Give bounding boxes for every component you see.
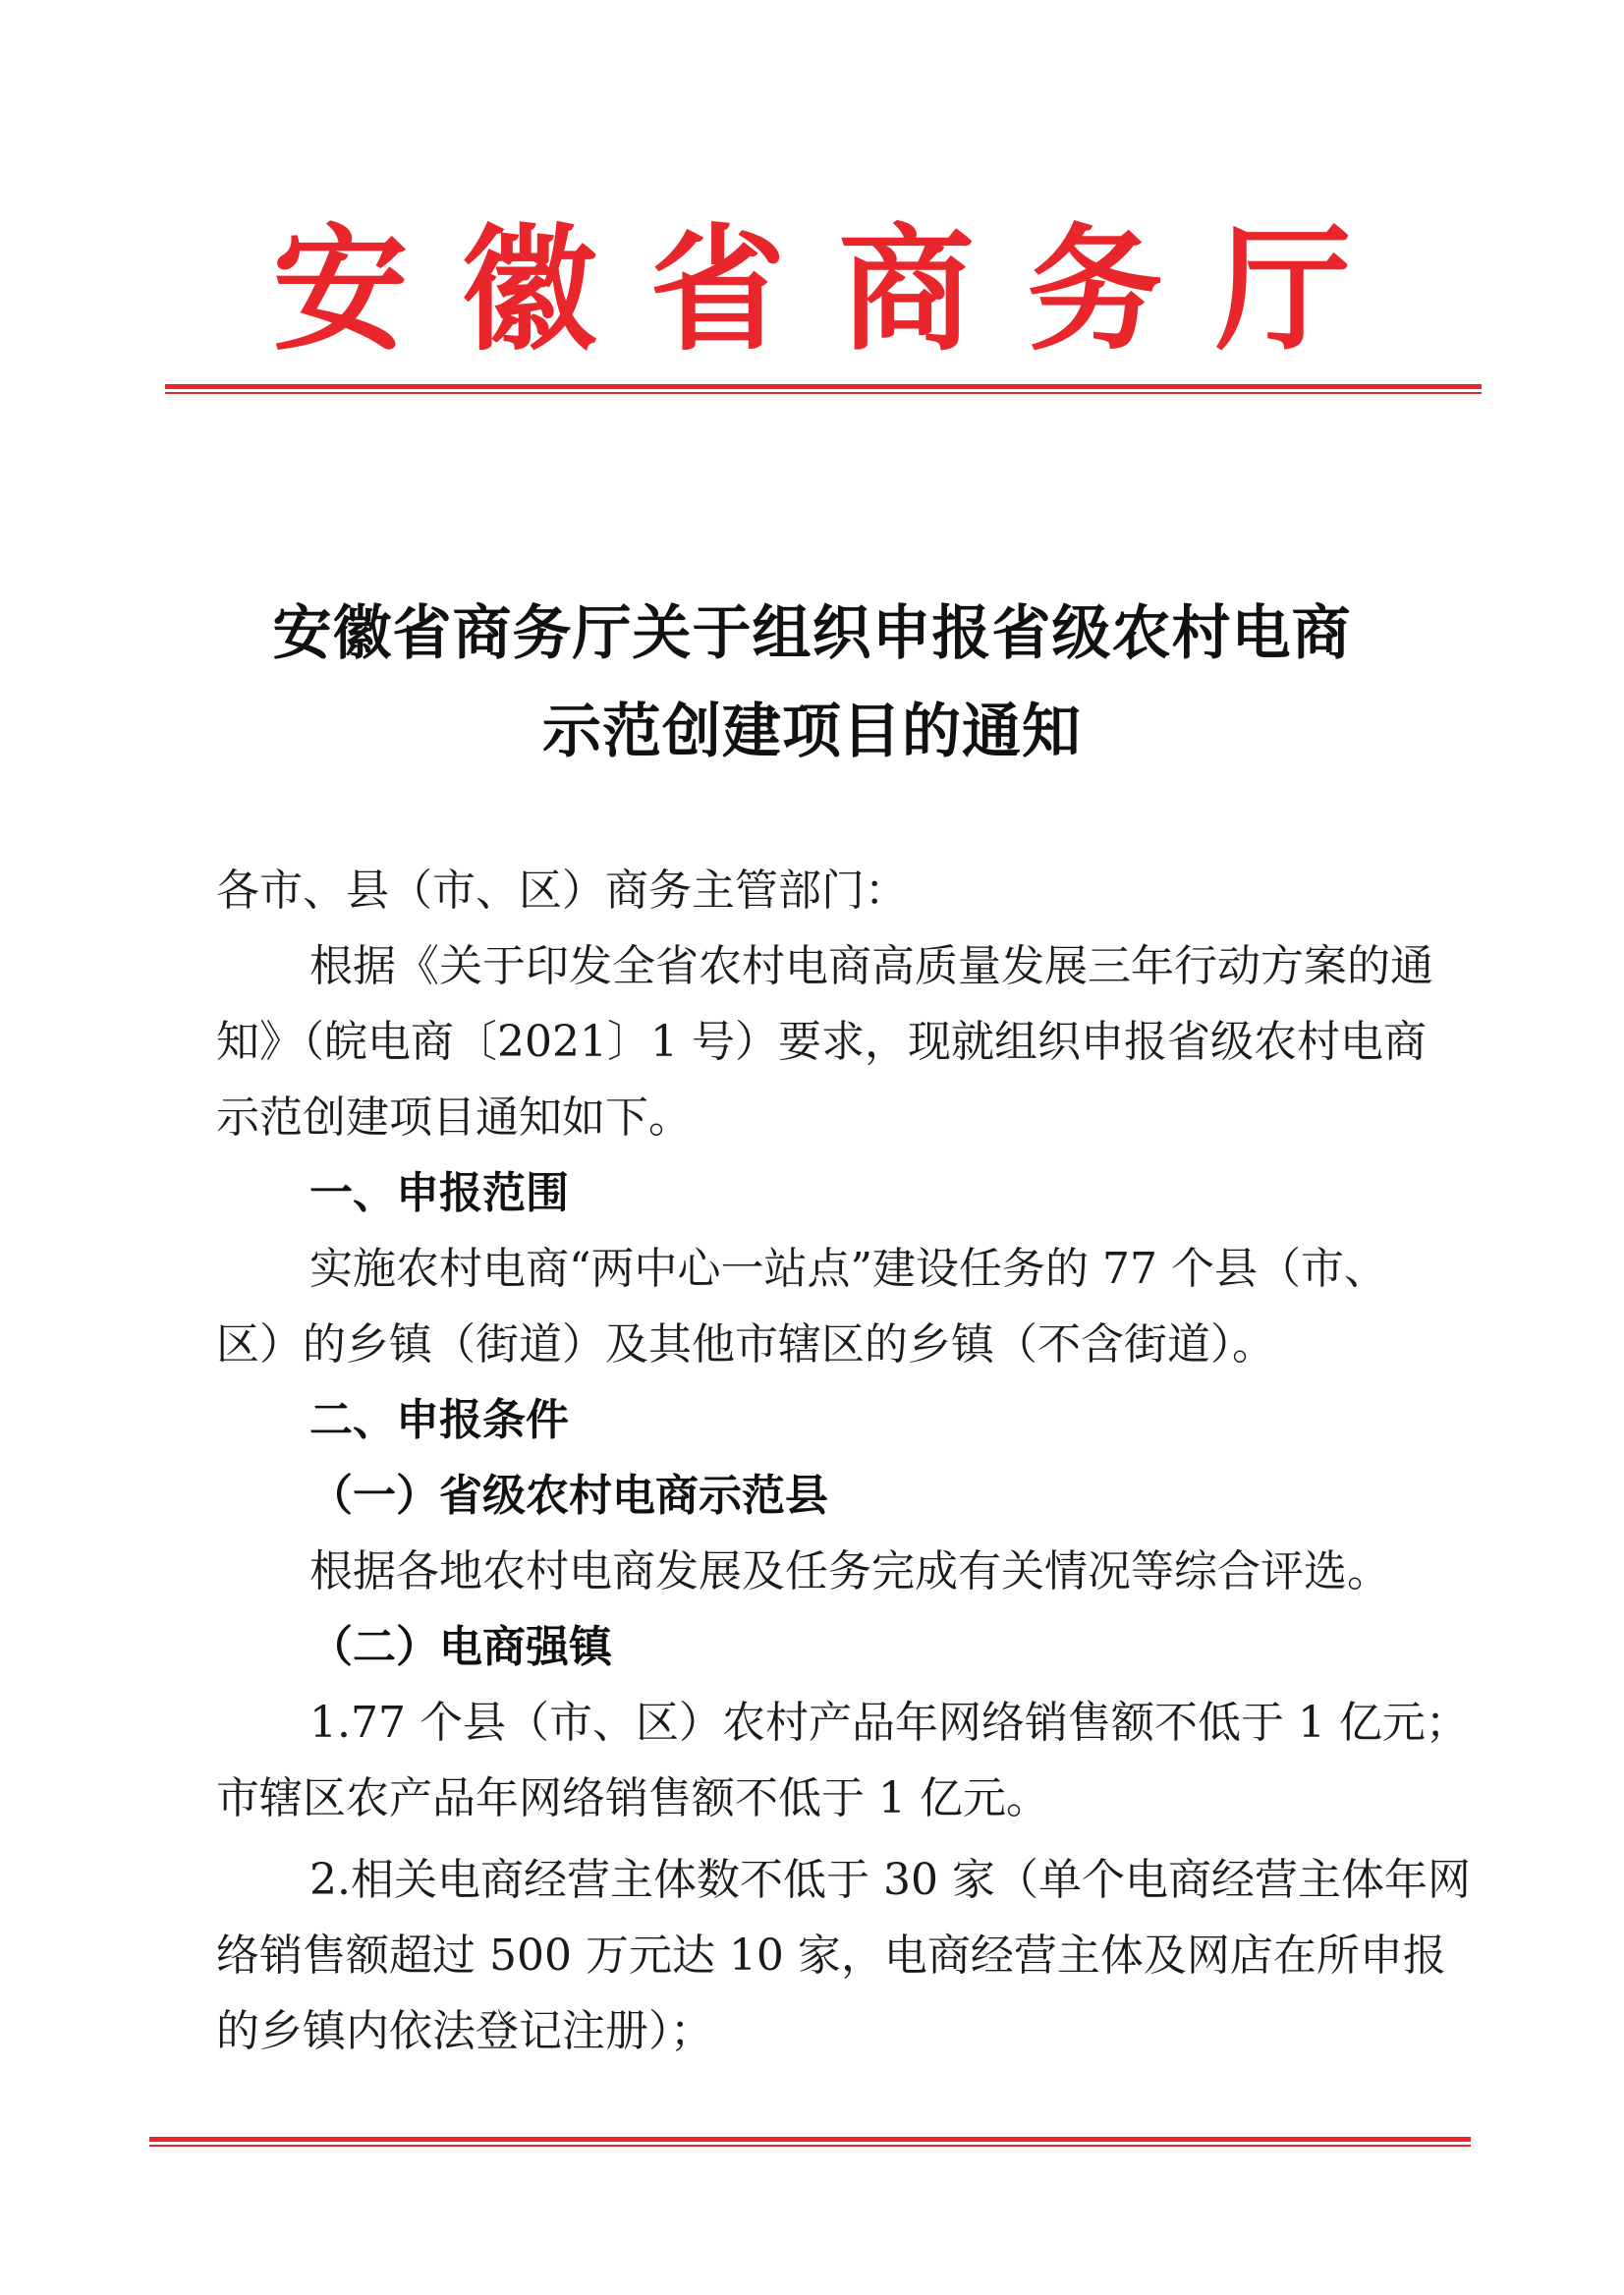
salutation: 各市、县（市、区）商务主管部门： (216, 866, 908, 916)
section-2-sub-2-heading: （二）电商强镇 (309, 1622, 612, 1672)
item-1-line-2: 市辖区农产品年网络销售额不低于 1 亿元。 (216, 1773, 1049, 1823)
section-2-sub-1-heading: （一）省级农村电商示范县 (309, 1471, 828, 1521)
section-2-heading: 二、申报条件 (309, 1395, 569, 1445)
item-2-line-2: 络销售额超过 500 万元达 10 家，电商经营主体及网店在所申报 (216, 1931, 1446, 1981)
intro-line-3: 示范创建项目通知如下。 (216, 1092, 692, 1143)
document-title-line-2: 示范创建项目的通知 (542, 698, 1082, 766)
rule-thick-line (149, 2137, 1471, 2142)
footer-red-rule (149, 2137, 1471, 2147)
intro-line-2: 知》（皖电商〔2021〕1 号）要求，现就组织申报省级农村电商 (216, 1017, 1427, 1067)
item-2-line-3: 的乡镇内依法登记注册）； (216, 2006, 713, 2056)
item-2-line-1: 2.相关电商经营主体数不低于 30 家（单个电商经营主体年网 (309, 1855, 1471, 1905)
document-title-line-1: 安徽省商务厅关于组织申报省级农村电商 (272, 599, 1352, 668)
rule-thin-line (149, 2145, 1471, 2147)
rule-thick-line (165, 384, 1482, 389)
section-1-line-2: 区）的乡镇（街道）及其他市辖区的乡镇（不含街道）。 (216, 1319, 1275, 1370)
section-1-heading: 一、申报范围 (309, 1168, 569, 1218)
section-1-line-1: 实施农村电商“两中心一站点”建设任务的 77 个县（市、 (309, 1244, 1387, 1294)
rule-thin-line (165, 392, 1482, 394)
masthead-title: 安徽省商务厅 (272, 209, 1405, 369)
intro-line-1: 根据《关于印发全省农村电商高质量发展三年行动方案的通 (309, 941, 1433, 991)
item-1-line-1: 1.77 个县（市、区）农村产品年网络销售额不低于 1 亿元； (309, 1698, 1469, 1748)
masthead-red-rule (165, 384, 1482, 394)
section-2-sub-1-line-1: 根据各地农村电商发展及任务完成有关情况等综合评选。 (309, 1546, 1390, 1596)
document-body (216, 853, 1471, 2069)
